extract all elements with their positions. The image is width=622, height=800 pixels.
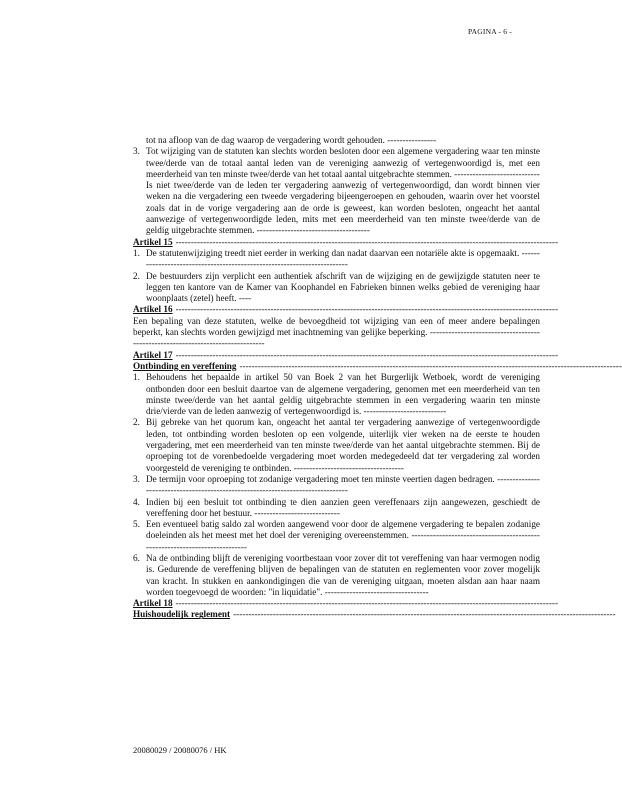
article-17-subheading: Ontbinding en vereffening [133, 360, 237, 371]
page-number: PAGINA - 6 - [467, 27, 512, 36]
article-17-heading-line [133, 349, 559, 361]
item-number: 3. [133, 146, 140, 157]
item-number: 3. [133, 473, 140, 484]
item-text: Na de ontbinding blijft de vereniging voortbestaan voor zover dit tot vereffening van haar vermogen nodig is. Gedurende de vereffening blijven de bepalingen van de statuten en reglementen voor zover mogelijk van kracht. In stukken en aankondigingen die van de vereniging uitgaan, moeten alsdan aan haar naam worden toegevoegd de woorden: "in liquidatie". ---------------------------------- [146, 552, 540, 597]
item-text: Een eventueel batig saldo zal worden aangewend voor door de algemene vergadering te bepalen zodanige doeleinden als het meest met het doel der vereniging overeenstemmen. --------------------------------------------------------------------------- [146, 519, 540, 552]
article-15-item-2 [133, 271, 540, 305]
dash-fill: ----------------------------------------------------------------------------------------------------------------------------- [175, 598, 559, 609]
item-number: 5. [133, 519, 140, 530]
article-18-heading: Artikel 18 [133, 598, 173, 609]
dash-fill: ----------------------------------------------------------------------------------------------------------------------------- [175, 236, 559, 247]
article-17-subheading-line [133, 360, 622, 372]
article-16-heading: Artikel 16 [133, 304, 173, 315]
article-17-item-6 [133, 553, 540, 598]
article-16-heading-line [133, 304, 559, 315]
item-number: 2. [133, 270, 140, 281]
item-number: 6. [133, 552, 140, 563]
item-text: Bij gebreke van het quorum kan, ongeacht het aantal ter vergadering aanwezige of vertegenwoordigde leden, tot ontbinding worden besloten op een volgende, uiterlijk vier weken na de eerste te houden vergadering, met een meerderheid van ten minste twee/derde van het aantal uitgebrachte stemmen. Bij de oproeping tot de vorenbedoelde vergadering moet worden medegedeeld dat ter vergadering zal worden voorgesteld de vereniging te ontbinden. ------------------------------------ [146, 417, 540, 473]
article-15-heading-line [133, 236, 559, 248]
article-17-heading: Artikel 17 [133, 349, 173, 360]
article-18-subheading: Huishoudelijk reglement [133, 609, 231, 620]
item-text: Behoudens het bepaalde in artikel 50 van Boek 2 van het Burgerlijk Wetboek, wordt de vereniging ontbonden door een besluit daartoe van de algemene vergadering, genomen met een meerderheid van ten minste twee/derde van het aantal geldig uitgebrachte stemmen in een vergadering waarin ten minste drie/vierde van de leden aanwezig of vertegenwoordigd is. --------------------------- [146, 372, 540, 417]
item-continuation: Is niet twee/derde van de leden ter vergadering aanwezig of vertegenwoordigd, dan wordt binnen vier weken na die vergadering een tweede vergadering bijeengeroepen en gehouden, waarin over het voorstel zoals dat in de vorige vergadering aan de orde is geweest, kan worden besloten, ongeacht het aantal aanwezige of vertegenwoordigde leden, mits met een meerderheid van ten minste twee/derde van de geldig uitgebrachte stemmen. ------------------------------------- [146, 180, 540, 236]
document-reference: 20080029 / 20080076 / HK [133, 745, 227, 755]
article-14-item-3 [133, 146, 540, 236]
dash-fill: ----------------------------------------------------------------------------------------------------------------------------- [239, 360, 622, 371]
article-18-heading-line [133, 598, 559, 609]
item-text: Indien bij een besluit tot ontbinding te dien aanzien geen vereffenaars zijn aangewezen, geschiedt de vereffening door het bestuur. ---------------------------- [146, 496, 540, 518]
article-17-item-2 [133, 417, 540, 473]
article-17-item-5 [133, 519, 540, 553]
item-number: 2. [133, 417, 140, 428]
item-text: De termijn voor oproeping tot zodanige vergadering moet ten minste veertien dagen bedragen. -------------------------------------------------------------------------------- [146, 473, 540, 496]
item-number: 1. [133, 247, 140, 258]
article-18-subheading-line [133, 609, 616, 620]
article-15-item-1 [133, 248, 540, 271]
item-number: 4. [133, 496, 140, 507]
article-16-text: Een bepaling van deze statuten, welke de bevoegdheid tot wijziging van een of meer andere bepalingen beperkt, kan slechts worden gewijzigd met inachtneming van gelijke beperking. ------------------------------------------------------------------------------- [133, 315, 540, 349]
item-number: 1. [133, 372, 140, 383]
item-text: De statutenwijziging treedt niet eerder in werking dan nadat daarvan een notariële akte is opgemaakt. ------------------------------------------------------------------------ [146, 247, 540, 270]
dash-fill: ----------------------------------------------------------------------------------------------------------------------------- [175, 349, 559, 360]
document-body [133, 135, 622, 621]
dash-fill: ----------------------------------------------------------------------------------------------------------------------------- [233, 609, 616, 620]
article-17-item-1 [133, 372, 540, 417]
dash-fill: ----------------------------------------------------------------------------------------------------------------------------- [175, 304, 559, 315]
item-text: De bestuurders zijn verplicht een authentiek afschrift van de wijziging en de gewijzigde statuten neer te leggen ten kantore van de Kamer van Koophandel en Fabrieken binnen welks gebied de vereniging haar woonplaats (zetel) heeft. ---- [146, 270, 540, 304]
article-17-item-3 [133, 474, 540, 497]
item-text: Tot wijziging van de statuten kan slechts worden besloten door een algemene vergadering waar ten minste twee/derde van de totaal aantal leden van de vereniging aanwezig of vertegenwoordigd is, met een meerderheid van ten minste twee/derde van het totaal aantal uitgebrachte stemmen. ---------------------------- [146, 146, 540, 179]
article-17-item-4 [133, 497, 540, 520]
article-15-heading: Artikel 15 [133, 236, 173, 247]
intro-text: tot na afloop van de dag waarop de vergadering wordt gehouden. ---------------- [146, 135, 437, 145]
